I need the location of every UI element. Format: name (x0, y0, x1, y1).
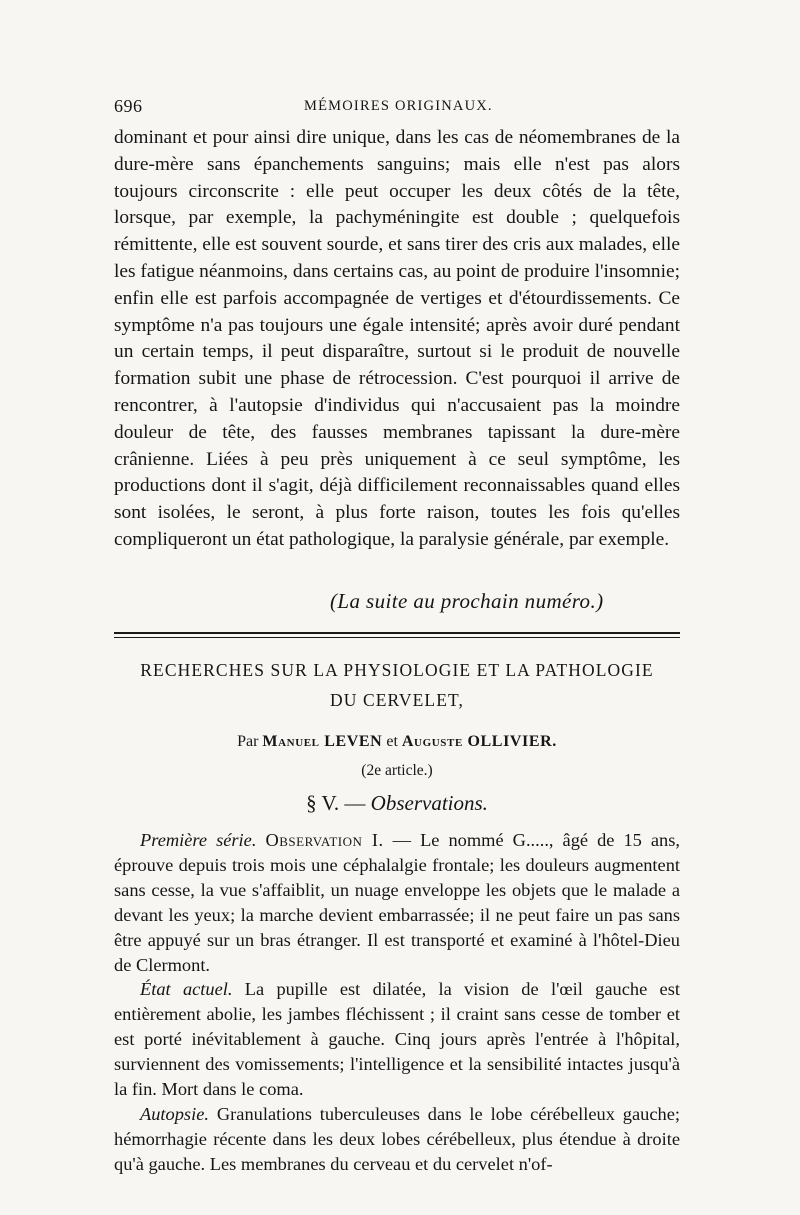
byline (114, 733, 680, 751)
series-label: Première série. (140, 830, 257, 850)
observation-label: Observation I. (265, 830, 384, 850)
section-heading (114, 791, 680, 816)
article-title-line-2: DU CERVELET, (330, 690, 464, 710)
observation-paragraph-3 (114, 1102, 680, 1177)
page-number: 696 (114, 96, 143, 116)
section-title: Observations. (370, 791, 488, 815)
observation-text-1: — Le nommé G....., âgé de 15 ans, éprouve depuis trois mois une céphalalgie frontale; les douleurs augmentent sans cesse, la vue s'affaiblit, un nuage enveloppe les objets que le malade a devant les yeux; la marche devient embarrassée; il ne peut faire un pas sans être appuyé sur un bras étranger. Il est transporté et examiné à l'hôtel-Dieu de Clermont. (114, 830, 680, 975)
autopsie-label: Autopsie. (140, 1103, 209, 1124)
observations-body (114, 828, 680, 1177)
section-number: § V. — (306, 791, 366, 815)
article-title-line-1: RECHERCHES SUR LA PHYSIOLOGIE ET LA PATHOLOGIE (140, 660, 654, 680)
etat-actuel-label: État actuel. (140, 979, 233, 1000)
running-head (114, 96, 680, 120)
observation-text-3: Granulations tuberculeuses dans le lobe cérébelleux gauche; hémorrhagie récente dans les deux lobes cérébelleux, plus étendue à droite qu'à gauche. Les membranes du cerveau et du cervelet n'of- (114, 1103, 680, 1174)
observation-paragraph-1 (114, 828, 680, 977)
author-1: Manuel LEVEN (262, 733, 383, 750)
continued-label: (La suite au prochain numéro.) (330, 589, 604, 613)
author-2: Auguste OLLIVIER. (401, 733, 557, 750)
separator-rule-top (114, 632, 680, 634)
article-number: (2e article.) (361, 762, 433, 779)
byline-prefix: Par (237, 733, 259, 750)
observation-paragraph-2 (114, 977, 680, 1102)
continued-paragraph: dominant et pour ainsi dire unique, dans les cas de néomembranes de la dure-mère sans épanchements sanguins; mais elle n'est pas alors toujours circonscrite : elle peut occuper les deux côtés de la tête, lorsque, par exemple, la pachyméningite est double ; quelquefois rémittente, elle est souvent sourde, et sans tirer des cris aux malades, elle les fatigue néanmoins, dans certains cas, au point de produire l'insomnie; enfin elle est parfois accompagnée de vertiges et d'étourdissements. Ce symptôme n'a pas toujours une égale intensité; après avoir duré pendant un certain temps, il peut disparaître, surtout si le produit de nouvelle formation subit une phase de rétrocession. C'est pourquoi il arrive de rencontrer, à l'autopsie d'individus qui n'accusaient pas la moindre douleur de tête, des fausses membranes tapissant la dure-mère crânienne. Liées à peu près uniquement à ce seul symptôme, les productions dont il s'agit, déjà difficilement reconnaissables quand elles sont isolées, le seront, à plus forte raison, toutes les fois qu'elles compliqueront un état pathologique, la paralysie générale, par exemple. (114, 127, 680, 550)
separator-rule-bottom (114, 637, 680, 638)
journal-title: MÉMOIRES ORIGINAUX. (304, 98, 493, 114)
byline-conjunction: et (386, 733, 398, 750)
observation-text-2: La pupille est dilatée, la vision de l'œil gauche est entièrement abolie, les jambes fléchissent ; il craint sans cesse de tomber et est porté inévitablement à gauche. Cinq jours après l'entrée à l'hôpital, surviennent des vomissements; l'intelligence et la sensibilité intactes jusqu'à la fin. Mort dans le coma. (114, 979, 680, 1100)
